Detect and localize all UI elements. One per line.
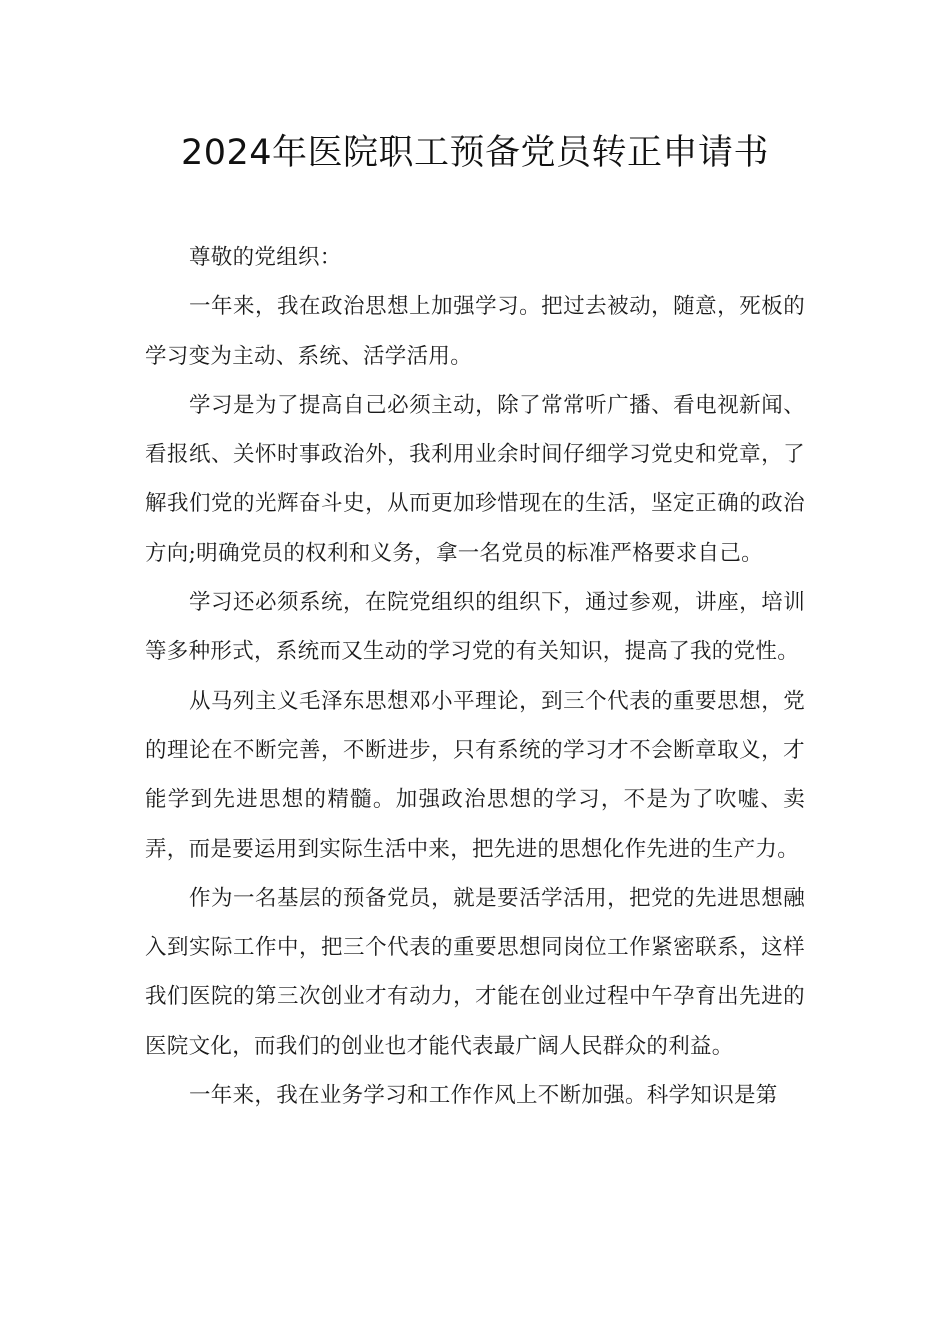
paragraph: 一年来，我在政治思想上加强学习。把过去被动，随意，死板的学习变为主动、系统、活学活用。 xyxy=(145,294,805,369)
document-title: 2024年医院职工预备党员转正申请书 xyxy=(180,133,770,173)
document-body xyxy=(145,233,805,1120)
salutation: 尊敬的党组织： xyxy=(189,245,342,270)
paragraph: 学习是为了提高自己必须主动，除了常常听广播、看电视新闻、看报纸、关怀时事政治外，我利用业余时间仔细学习党史和党章，了解我们党的光辉奋斗史，从而更加珍惜现在的生活，坚定正确的政治方向;明确党员的权利和义务，拿一名党员的标准严格要求自己。 xyxy=(145,392,805,566)
paragraph: 作为一名基层的预备党员，就是要活学活用，把党的先进思想融入到实际工作中，把三个代表的重要思想同岗位工作紧密联系，这样我们医院的第三次创业才有动力，才能在创业过程中午孕育出先进的医院文化，而我们的创业也才能代表最广阔人民群众的利益。 xyxy=(145,885,805,1059)
paragraph: 学习还必须系统，在院党组织的组织下，通过参观，讲座，培训等多种形式，系统而又生动的学习党的有关知识，提高了我的党性。 xyxy=(145,590,805,665)
paragraph: 从马列主义毛泽东思想邓小平理论，到三个代表的重要思想，党的理论在不断完善，不断进步，只有系统的学习才不会断章取义，才能学到先进思想的精髓。加强政治思想的学习，不是为了吹嘘、卖弄，而是要运用到实际生活中来，把先进的思想化作先进的生产力。 xyxy=(145,688,805,862)
paragraph: 一年来，我在业务学习和工作作风上不断加强。科学知识是第 xyxy=(189,1083,778,1109)
